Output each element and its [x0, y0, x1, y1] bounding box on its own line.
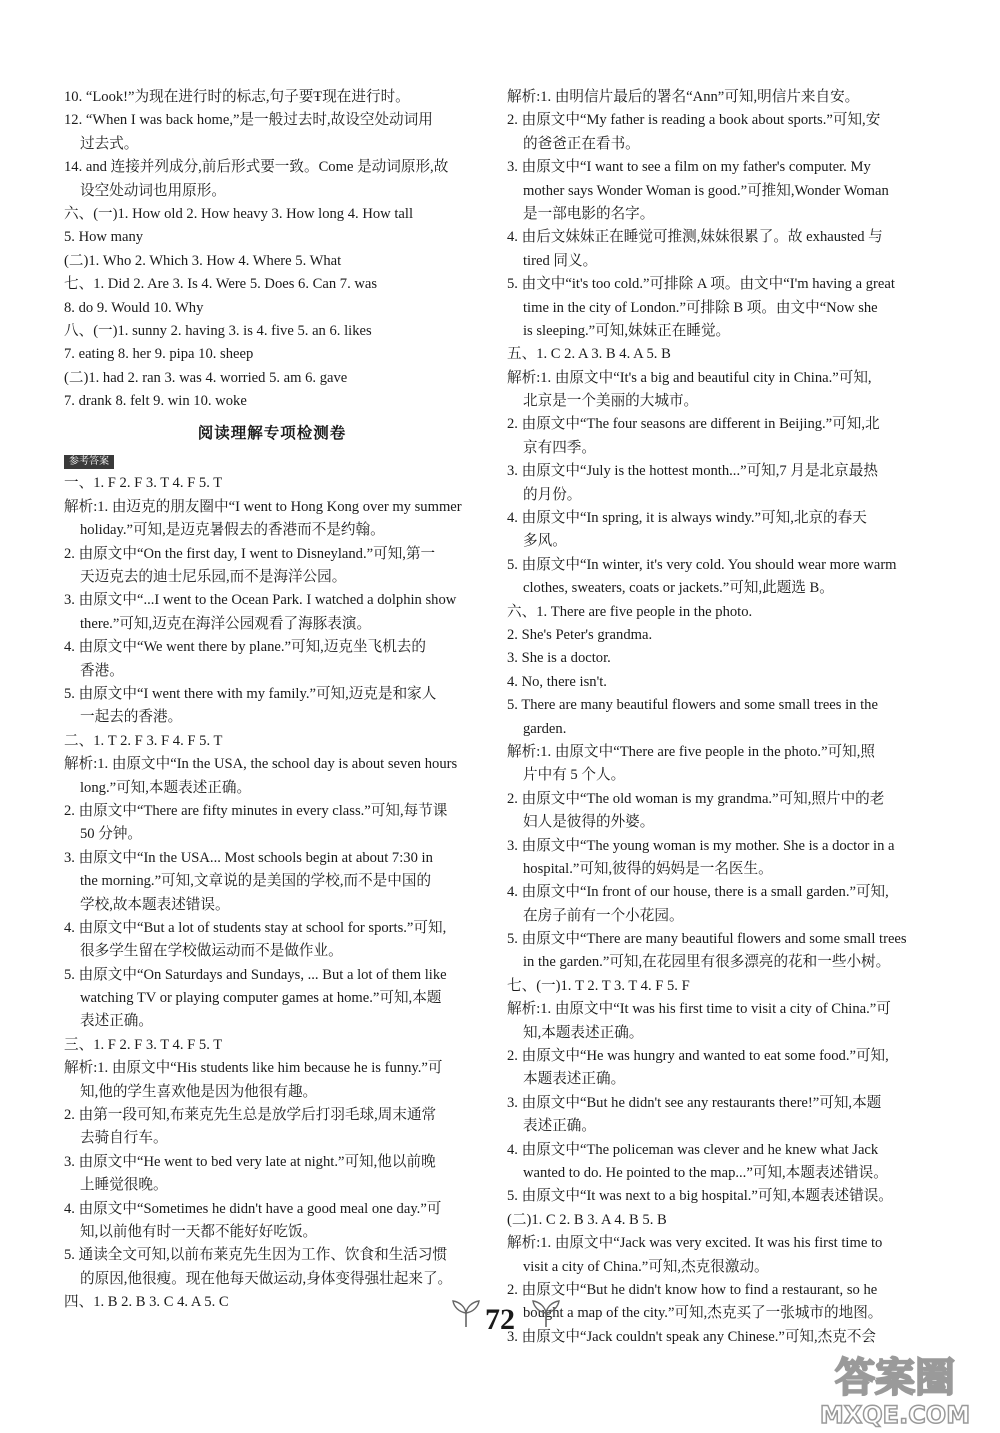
text-line: 4. 由原文中“But a lot of students stay at school for sports.”可知,	[64, 919, 447, 936]
text-line: 5. How many	[64, 229, 144, 246]
text-line: 知,本题表述正确。	[523, 1024, 644, 1041]
text-line: 2. 由原文中“He was hungry and wanted to eat some food.”可知,	[507, 1048, 889, 1065]
text-line: 7. drank 8. felt 9. win 10. woke	[64, 393, 247, 410]
text-line: 2. She's Peter's grandma.	[507, 626, 653, 643]
sprout-right-icon	[529, 1298, 563, 1328]
text-line: 14. and 连接并列成分,前后形式要一致。Come 是动词原形,故	[64, 159, 449, 176]
text-line: 片中有 5 个人。	[523, 767, 626, 784]
text-line: 解析:1. 由原文中“It's a big and beautiful city in China.”可知,	[507, 369, 872, 386]
text-line: the morning.”可知,文章说的是美国的学校,而不是中国的	[80, 873, 432, 890]
text-line: 5. 由原文中“It was next to a big hospital.”可知,本题表述错误。	[507, 1188, 893, 1205]
text-line: 12. “When I was back home,”是一般过去时,故设空处动词用	[64, 112, 433, 129]
text-line: 五、1. C 2. A 3. B 4. A 5. B	[507, 346, 671, 363]
text-line: 北京是一个美丽的大城市。	[523, 393, 699, 410]
reference-answer-badge: 参考答案	[64, 455, 114, 469]
text-line: 一起去的香港。	[80, 709, 183, 726]
text-line: 2. 由原文中“The old woman is my grandma.”可知,照片中的老	[507, 790, 885, 807]
text-line: is sleeping.”可知,妹妹正在睡觉。	[523, 322, 731, 339]
text-line: in the garden.”可知,在花园里有很多漂亮的花和一些小树。	[523, 954, 891, 971]
text-line: 京有四季。	[523, 439, 596, 456]
text-line: 解析:1. 由迈克的朋友圈中“I went to Hong Kong over my summer	[64, 498, 462, 515]
section-title: 阅读理解专项检测卷	[197, 424, 347, 443]
text-line: 8. do 9. Would 10. Why	[64, 299, 204, 316]
text-line: 2. 由第一段可知,布莱克先生总是放学后打羽毛球,周末通常	[64, 1107, 437, 1124]
text-line: 知,以前他有时一天都不能好好吃饭。	[80, 1223, 318, 1240]
reading-answer-block	[64, 472, 480, 1314]
text-line: holiday.”可知,是迈克暑假去的香港而不是约翰。	[80, 522, 385, 539]
text-line: 4. No, there isn't.	[507, 673, 607, 690]
text-line: 六、1. There are five people in the photo.	[507, 603, 753, 620]
text-line: 2. 由原文中“My father is reading a book about sports.”可知,安	[507, 112, 881, 129]
text-line: visit a city of China.”可知,杰克很激动。	[523, 1258, 769, 1275]
text-line: 七、1. Did 2. Are 3. Is 4. Were 5. Does 6. Can 7. was	[64, 276, 378, 293]
text-line: 5. 由原文中“There are many beautiful flowers and some small trees	[507, 931, 907, 948]
text-line: hospital.”可知,彼得的妈妈是一名医生。	[523, 860, 773, 877]
text-line: mother says Wonder Woman is good.”可推知,Wonder Woman	[523, 182, 889, 199]
text-line: 3. 由原文中“Jack couldn't speak any Chinese.”可知,杰克不会	[507, 1328, 877, 1345]
watermark-logo	[800, 1345, 990, 1429]
left-column	[64, 86, 480, 1315]
text-line: 5. 由原文中“In winter, it's very cold. You should wear more warm	[507, 556, 897, 573]
text-line: there.”可知,迈克在海洋公园观看了海豚表演。	[80, 615, 372, 632]
text-line: 妇人是彼得的外婆。	[523, 814, 655, 831]
text-line: time in the city of London.”可排除 B 项。由文中“Now she	[523, 299, 878, 316]
text-line: 的原因,他很瘦。现在他每天做运动,身体变得强壮起来了。	[80, 1270, 453, 1287]
text-line: 天迈克去的迪士尼乐园,而不是海洋公园。	[80, 569, 347, 586]
text-line: 3. 由原文中“In the USA... Most schools begin at about 7:30 in	[64, 849, 433, 866]
text-line: long.”可知,本题表述正确。	[80, 779, 252, 796]
text-line: 4. 由原文中“In front of our house, there is a small garden.”可知,	[507, 884, 889, 901]
text-line: 的月份。	[523, 486, 582, 503]
text-line: clothes, sweaters, coats or jackets.”可知,此题选 B。	[523, 580, 834, 597]
text-line: 去骑自行车。	[80, 1130, 168, 1147]
text-line: 3. 由原文中“July is the hottest month...”可知,7 月是北京最热	[507, 463, 878, 480]
text-line: 5. 由原文中“I went there with my family.”可知,迈克是和家人	[64, 685, 437, 702]
text-line: bought a map of the city.”可知,杰克买了一张城市的地图。	[523, 1305, 883, 1322]
text-line: 4. 由原文中“We went there by plane.”可知,迈克坐飞机去的	[64, 639, 426, 656]
watermark-domain: MXQE.COM	[819, 1401, 971, 1429]
text-line: 表述正确。	[80, 1013, 153, 1030]
text-line: 解析:1. 由原文中“In the USA, the school day is about seven hours	[64, 756, 458, 773]
watermark-title: 答案圈	[835, 1355, 955, 1401]
text-line: 5. 通读全文可知,以前布莱克先生因为工作、饮食和生活习惯	[64, 1247, 448, 1264]
text-line: 3. She is a doctor.	[507, 650, 611, 667]
text-line: 四、1. B 2. B 3. C 4. A 5. C	[64, 1294, 229, 1311]
text-line: 3. 由原文中“...I went to the Ocean Park. I watched a dolphin show	[64, 592, 457, 609]
text-line: 在房子前有一个小花园。	[523, 907, 684, 924]
text-line: wanted to do. He pointed to the map...”可知,本题表述错误。	[523, 1164, 888, 1181]
text-line: 三、1. F 2. F 3. T 4. F 5. T	[64, 1036, 223, 1053]
right-column	[507, 86, 923, 1349]
left-answer-block	[64, 86, 480, 413]
text-line: 10. “Look!”为现在进行时的标志,句子要Ŧ现在进行时。	[64, 89, 410, 105]
text-line: 香港。	[80, 662, 124, 679]
text-line: 六、(一)1. How old 2. How heavy 3. How long 4. How tall	[64, 205, 413, 222]
text-line: tired 同义。	[523, 252, 598, 269]
text-line: 八、(一)1. sunny 2. having 3. is 4. five 5. an 6. likes	[64, 322, 372, 339]
text-line: 本题表述正确。	[523, 1071, 626, 1088]
text-line: 7. eating 8. her 9. pipa 10. sheep	[64, 346, 254, 363]
text-line: 解析:1. 由原文中“It was his first time to visit a city of China.”可	[507, 1001, 891, 1018]
text-line: (二)1. Who 2. Which 3. How 4. Where 5. What	[64, 252, 342, 269]
text-line: 二、1. T 2. F 3. F 4. F 5. T	[64, 732, 223, 749]
text-line: 2. 由原文中“But he didn't know how to find a restaurant, so he	[507, 1281, 878, 1298]
text-line: 2. 由原文中“The four seasons are different in Beijing.”可知,北	[507, 416, 880, 433]
text-line: 知,他的学生喜欢他是因为他很有趣。	[80, 1083, 318, 1100]
text-line: 3. 由原文中“But he didn't see any restaurants there!”可知,本题	[507, 1094, 882, 1111]
text-line: 过去式。	[80, 135, 139, 152]
text-line: 50 分钟。	[80, 826, 143, 843]
text-line: 解析:1. 由原文中“His students like him because he is funny.”可	[64, 1060, 443, 1077]
text-line: 2. 由原文中“There are fifty minutes in every class.”可知,每节课	[64, 802, 448, 819]
text-line: 多风。	[523, 533, 567, 550]
text-line: garden.	[523, 720, 567, 737]
text-line: 4. 由后文妹妹正在睡觉可推测,妹妹很累了。故 exhausted 与	[507, 229, 883, 246]
page-number: 72	[485, 1303, 515, 1336]
text-line: 上睡觉很晚。	[80, 1177, 168, 1194]
text-line: 4. 由原文中“Sometimes he didn't have a good meal one day.”可	[64, 1200, 442, 1217]
text-line: 3. 由原文中“I want to see a film on my father's computer. My	[507, 159, 871, 176]
text-line: 3. 由原文中“He went to bed very late at night.”可知,他以前晚	[64, 1153, 436, 1170]
text-line: 表述正确。	[523, 1118, 596, 1135]
text-line: (二)1. C 2. B 3. A 4. B 5. B	[507, 1211, 667, 1228]
text-line: 解析:1. 由原文中“Jack was very excited. It was his first time to	[507, 1235, 883, 1252]
text-line: 5. There are many beautiful flowers and some small trees in the	[507, 697, 878, 714]
text-line: 的爸爸正在看书。	[523, 135, 640, 152]
text-line: watching TV or playing computer games at home.”可知,本题	[80, 990, 442, 1007]
text-line: 4. 由原文中“The policeman was clever and he knew what Jack	[507, 1141, 879, 1158]
text-line: 2. 由原文中“On the first day, I went to Disneyland.”可知,第一	[64, 545, 436, 562]
text-line: 是一部电影的名字。	[523, 205, 655, 222]
text-line: 4. 由原文中“In spring, it is always windy.”可知,北京的春天	[507, 510, 867, 527]
text-line: 解析:1. 由明信片最后的署名“Ann”可知,明信片来自安。	[507, 89, 860, 105]
text-line: (二)1. had 2. ran 3. was 4. worried 5. am 6. gave	[64, 369, 348, 386]
text-line: 一、1. F 2. F 3. T 4. F 5. T	[64, 475, 223, 492]
text-line: 很多学生留在学校做运动而不是做作业。	[80, 943, 343, 960]
text-line: 3. 由原文中“The young woman is my mother. She is a doctor in a	[507, 837, 895, 854]
text-line: 解析:1. 由原文中“There are five people in the photo.”可知,照	[507, 743, 875, 760]
text-line: 设空处动词也用原形。	[80, 182, 226, 199]
text-line: 学校,故本题表述错误。	[80, 896, 230, 913]
text-line: 5. 由文中“it's too cold.”可排除 A 项。由文中“I'm having a great	[507, 276, 895, 293]
text-line: 七、(一)1. T 2. T 3. T 4. F 5. F	[507, 977, 690, 994]
text-line: 5. 由原文中“On Saturdays and Sundays, ... But a lot of them like	[64, 966, 447, 983]
